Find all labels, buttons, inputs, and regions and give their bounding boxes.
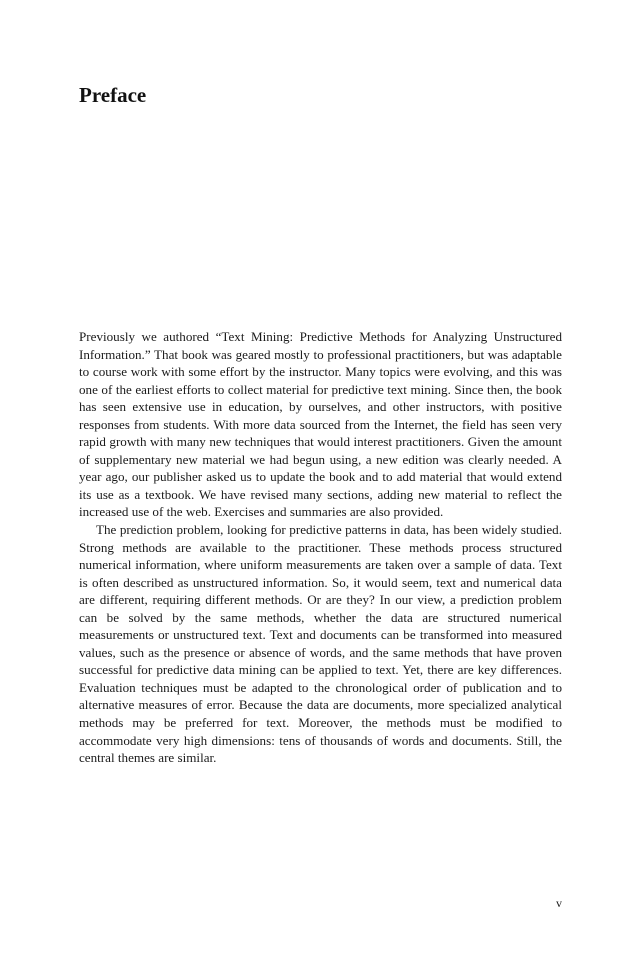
paragraph: Previously we authored “Text Mining: Predictive Methods for Analyzing Unstructured Information.” That book was geared mostly to professional practitioners, but was adaptable to course work with some effort by the instructor. Many topics were evolving, and this was one of the earliest efforts to collect material for predictive text mining. Since then, the book has seen extensive use in education, by ourselves, and other instructors, with positive responses from students. With more data sourced from the Internet, the field has seen very rapid growth with many new techniques that would interest practitioners. Given the amount of supplementary new material we had begun using, a new edition was clearly needed. A year ago, our publisher asked us to update the book and to add material that would extend its use as a textbook. We have revised many sections, adding new material to reflect the increased use of the web. Exercises and summaries are also provided. [79, 329, 562, 520]
preface-body [79, 328, 562, 767]
paragraph: The prediction problem, looking for predictive patterns in data, has been widely studied. Strong methods are available to the practitioner. These methods process structured numerical information, where uniform measurements are taken over a sample of data. Text is often described as unstructured information. So, it would seem, text and numerical data are different, requiring different methods. Or are they? In our view, a prediction problem can be solved by the same methods, whether the data are structured numerical measurements or unstructured text. Text and documents can be transformed into measured values, such as the presence or absence of words, and the same methods that have proven successful for predictive data mining can be applied to text. Yet, there are key differences. Evaluation techniques must be adapted to the chronological order of publication and to alternative measures of error. Because the data are documents, more specialized analytical methods may be preferred for text. Moreover, the methods must be modified to accommodate very high dimensions: tens of thousands of words and documents. Still, the central themes are similar. [79, 522, 562, 766]
page-number: v [556, 896, 562, 910]
page-title: Preface [79, 83, 147, 107]
